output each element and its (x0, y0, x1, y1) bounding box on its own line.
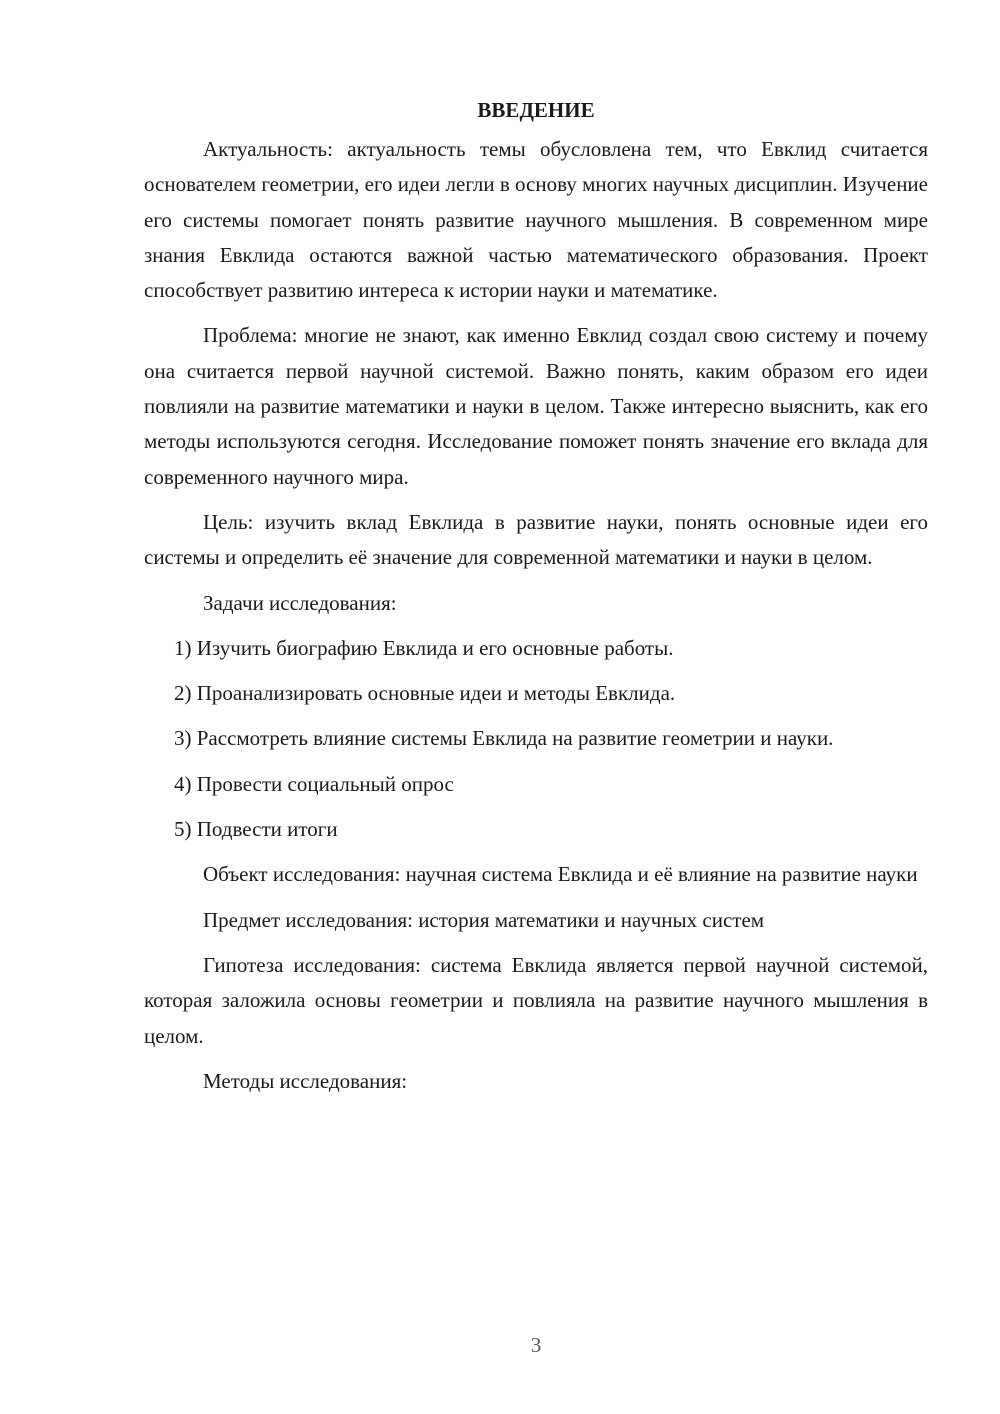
tasks-list (144, 631, 928, 847)
list-item: 2) Проанализировать основные идеи и методы Евклида. (174, 681, 676, 706)
page-title: ВВЕДЕНИЕ (477, 98, 595, 122)
paragraph-goal: Цель: изучить вклад Евклида в развитие науки, понять основные идеи его системы и определить её значение для современной математики и науки в целом. (144, 509, 928, 570)
paragraph-relevance: Актуальность: актуальность темы обусловлена тем, что Евклид считается основателем геометрии, его идеи легли в основу многих научных дисциплин. Изучение его системы помогает понять развитие научного мышления. В современном мире знания Евклида остаются важной частью математического образования. Проект способствует развитию интереса к истории науки и математике. (144, 137, 928, 303)
list-item: 5) Подвести итоги (174, 817, 338, 842)
paragraph-tasks-heading: Задачи исследования: (203, 590, 397, 615)
document-page (144, 90, 928, 1099)
list-item: 4) Провести социальный опрос (174, 771, 454, 796)
list-item: 3) Рассмотреть влияние системы Евклида на развитие геометрии и науки. (174, 726, 834, 751)
page-number: 3 (530, 1333, 542, 1357)
list-item: 1) Изучить биографию Евклида и его основные работы. (174, 635, 674, 660)
paragraph-object: Объект исследования: научная система Евклида и её влияние на развитие науки (203, 862, 918, 887)
paragraph-subject: Предмет исследования: история математики и научных систем (203, 907, 765, 932)
paragraph-problem: Проблема: многие не знают, как именно Евклид создал свою систему и почему она считается первой научной системой. Важно понять, каким образом его идеи повлияли на развитие математики и науки в целом. Также интересно выяснить, как его методы используются сегодня. Исследование поможет понять значение его вклада для современного научного мира. (144, 323, 928, 489)
paragraph-hypothesis: Гипотеза исследования: система Евклида является первой научной системой, которая заложила основы геометрии и повлияла на развитие научного мышления в целом. (144, 952, 928, 1048)
paragraph-methods-heading: Методы исследования: (203, 1068, 408, 1093)
